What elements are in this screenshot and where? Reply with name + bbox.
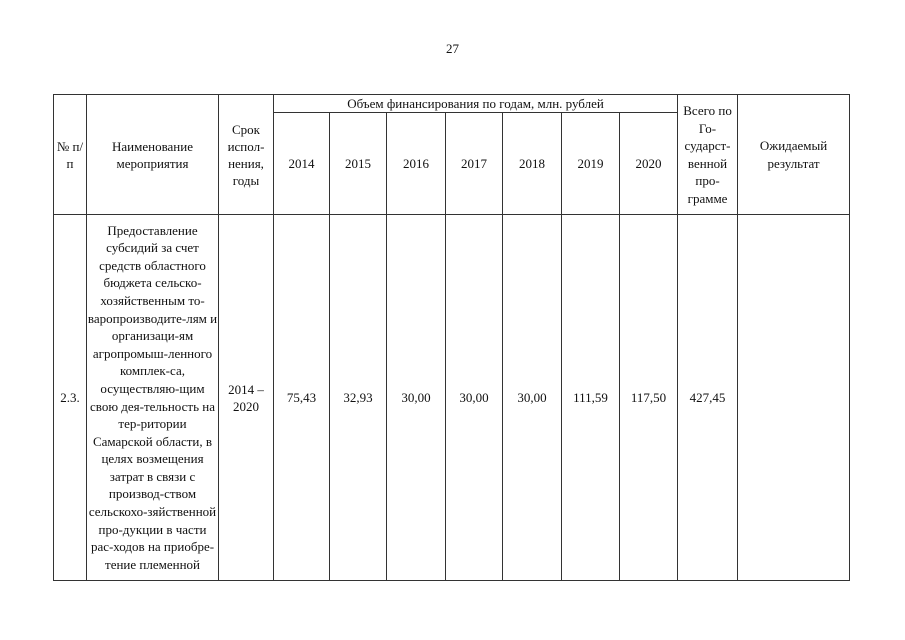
row-value-2017: 30,00: [446, 215, 503, 581]
row-term: 2014 – 2020: [219, 215, 274, 581]
header-year: 2019: [562, 113, 620, 215]
table-row: [54, 215, 850, 581]
row-value-2014: 75,43: [274, 215, 330, 581]
header-result: Ожидаемый результат: [738, 95, 850, 215]
header-num: № п/п: [54, 95, 87, 215]
row-value-2018: 30,00: [503, 215, 562, 581]
header-funding: Объем финансирования по годам, млн. рублей: [274, 95, 678, 113]
row-value-2020: 117,50: [620, 215, 678, 581]
page-number: 27: [446, 41, 459, 56]
row-result: [738, 215, 850, 581]
row-total: 427,45: [678, 215, 738, 581]
header-year: 2014: [274, 113, 330, 215]
header-year: 2020: [620, 113, 678, 215]
row-value-2015: 32,93: [330, 215, 387, 581]
header-year: 2017: [446, 113, 503, 215]
row-value-2019: 111,59: [562, 215, 620, 581]
header-year: 2015: [330, 113, 387, 215]
header-name: Наименование мероприятия: [87, 95, 219, 215]
funding-table: [53, 94, 850, 581]
header-term: Срок испол-нения, годы: [219, 95, 274, 215]
header-total: Всего по Го-сударст-венной про-грамме: [678, 95, 738, 215]
row-name: Предоставление субсидий за счет средств областного бюджета сельско-хозяйственным то-варопроизводите-лям и организаци-ям агропромыш-ленного комплек-са, осуществляю-щим свою дея-тельность на тер-ритории Самарской области, в целях возмещения затрат в связи с производ-ством сельскохо-зяйственной про-дукции в части рас-ходов на приобре-тение племенной: [87, 215, 219, 581]
row-value-2016: 30,00: [387, 215, 446, 581]
header-year: 2018: [503, 113, 562, 215]
row-num: 2.3.: [54, 215, 87, 581]
header-year: 2016: [387, 113, 446, 215]
